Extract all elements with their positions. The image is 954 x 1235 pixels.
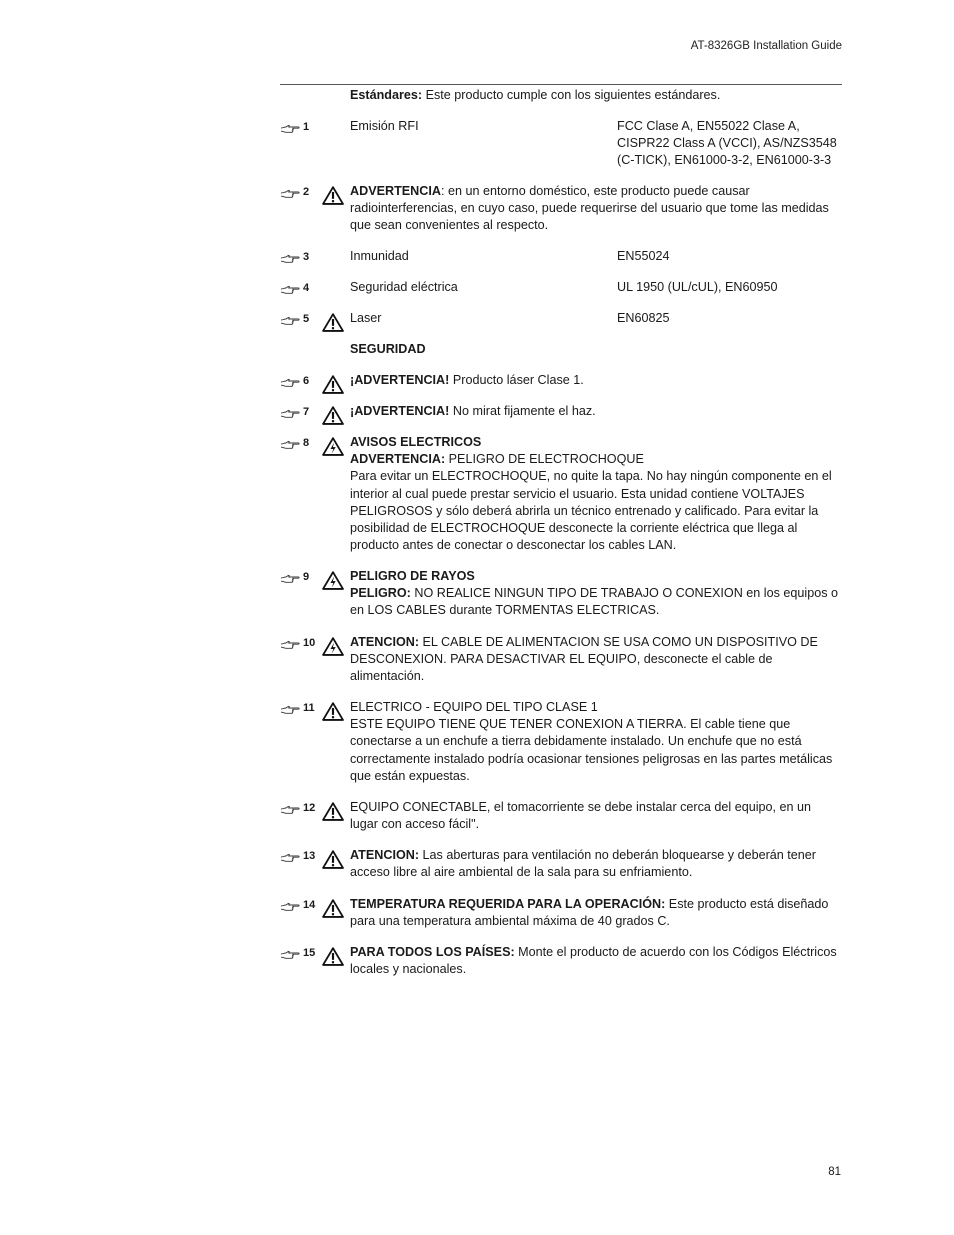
item-marker: [280, 800, 315, 817]
standards-table: [280, 87, 842, 992]
item-marker: [280, 435, 309, 452]
item-text: [350, 372, 842, 389]
pointing-hand-icon: [280, 703, 300, 714]
intro-row: [280, 87, 842, 118]
item-number: 3: [303, 251, 310, 263]
table-row: [280, 183, 842, 248]
item-number: 7: [303, 406, 310, 418]
item-body: No mirat fijamente el haz.: [449, 404, 596, 418]
item-text: [350, 896, 842, 930]
table-row: [280, 799, 842, 847]
table-row: [280, 310, 842, 341]
item-number: 14: [303, 899, 316, 911]
electric-hazard-icon: [322, 437, 344, 456]
table-row: [280, 403, 842, 434]
item-bold: TEMPERATURA REQUERIDA PARA LA OPERACIÓN:: [350, 897, 666, 911]
item-heading: AVISOS ELECTRICOS: [350, 435, 482, 449]
item-bold: ¡ADVERTENCIA!: [350, 373, 450, 387]
item-marker: [280, 897, 315, 914]
item-body: ESTE EQUIPO TIENE QUE TENER CONEXION A TIERRA. El cable tiene que conectarse a un enchufe a tierra debidamente instalado. Un enchufe que no está correctamente instalado podría ocasionar tensiones peligrosas en las partes metálicas que están expuestas.: [350, 717, 833, 783]
item-number: 10: [303, 637, 316, 649]
running-header: AT-8326GB Installation Guide: [690, 40, 842, 52]
pointing-hand-icon: [280, 283, 300, 294]
item-body: NO REALICE NINGUN TIPO DE TRABAJO O CONEXION en los equipos o en LOS CABLES durante TORMENTAS ELECTRICAS.: [350, 586, 839, 618]
item-number: 8: [303, 437, 310, 449]
table-row: [280, 896, 842, 944]
pointing-hand-icon: [280, 314, 300, 325]
section-title: SEGURIDAD: [350, 342, 426, 356]
pointing-hand-icon: [280, 187, 300, 198]
item-number: 4: [303, 282, 310, 294]
warning-triangle-icon: [322, 313, 344, 332]
pointing-hand-icon: [280, 376, 300, 387]
warning-triangle-icon: [322, 802, 344, 821]
table-row: [280, 847, 842, 896]
table-row: [280, 248, 842, 279]
item-marker: [280, 848, 315, 865]
item-bold: ¡ADVERTENCIA!: [350, 404, 450, 418]
item-marker: [280, 635, 315, 652]
item-marker: [280, 249, 309, 266]
electric-hazard-icon: [322, 571, 344, 590]
item-number: 5: [303, 313, 310, 325]
item-body: Para evitar un ELECTROCHOQUE, no quite la tapa. No hay ningún componente en el interior al cual puede prestar servicio el usuario. Esta unidad contiene VOLTAJES PELIGROSOS y sólo deberá abrirla un técnico entrenado y calificado. Para evitar la posibilidad de ELECTROCHOQUE desconecte la corriente eléctrica que llega al producto antes de conectar o desconectar los cables LAN.: [350, 469, 832, 553]
warning-triangle-icon: [322, 406, 344, 425]
table-row: [280, 434, 842, 568]
header-rule: [280, 84, 842, 85]
pointing-hand-icon: [280, 900, 300, 911]
item-bold: ATENCION:: [350, 848, 420, 862]
section-heading-row: [280, 341, 842, 372]
item-text: [350, 403, 842, 420]
item-body: Monte el producto de acuerdo con los Códigos Eléctricos locales y nacionales.: [350, 945, 837, 977]
item-marker: [280, 184, 309, 201]
standard-label: Inmunidad: [350, 249, 409, 263]
intro-sentence: Este producto cumple con los siguientes estándares.: [422, 88, 721, 102]
standard-value: EN55024: [617, 249, 670, 263]
standard-label: Emisión RFI: [350, 119, 419, 133]
item-bold: ADVERTENCIA:: [350, 452, 446, 467]
item-marker: [280, 311, 309, 328]
item-marker: [280, 404, 309, 421]
item-body: : en un entorno doméstico, este producto puede causar radiointerferencias, en cuyo caso, puede requerirse del usuario que tome las medidas que sean convenientes al respecto.: [350, 184, 829, 233]
item-text: EQUIPO CONECTABLE, el tomacorriente se debe instalar cerca del equipo, en un lugar con acceso fácil".: [350, 800, 812, 832]
pointing-hand-icon: [280, 438, 300, 449]
intro-label: Estándares:: [350, 88, 423, 102]
standard-label: Seguridad eléctrica: [350, 280, 458, 294]
table-row: [280, 372, 842, 403]
pointing-hand-icon: [280, 407, 300, 418]
table-row: [280, 118, 842, 183]
item-number: 11: [303, 702, 315, 714]
item-number: 13: [303, 850, 316, 862]
item-body: EL CABLE DE ALIMENTACION SE USA COMO UN DISPOSITIVO DE DESCONEXION. PARA DESACTIVAR EL EQUIPO, desconecte el cable de alimentación.: [350, 635, 818, 684]
item-bold: ATENCION:: [350, 635, 420, 649]
item-bold: PELIGRO:: [350, 586, 411, 601]
item-text: [350, 434, 842, 554]
item-body: Este producto está diseñado para una temperatura ambiental máxima de 40 grados C.: [350, 897, 829, 929]
warning-triangle-icon: [322, 899, 344, 918]
item-subheading: PELIGRO DE ELECTROCHOQUE: [445, 452, 644, 467]
item-text: [350, 568, 842, 620]
pointing-hand-icon: [280, 948, 300, 959]
table-row: [280, 634, 842, 699]
item-bold: ADVERTENCIA: [350, 184, 441, 198]
pointing-hand-icon: [280, 122, 300, 133]
standard-value: UL 1950 (UL/cUL), EN60950: [617, 280, 778, 294]
item-marker: [280, 700, 315, 717]
warning-triangle-icon: [322, 702, 344, 721]
item-marker: [280, 373, 309, 390]
section-heading: [350, 341, 842, 358]
item-text: [350, 183, 842, 235]
warning-triangle-icon: [322, 375, 344, 394]
page-number: 81: [828, 1166, 841, 1178]
standard-value: EN60825: [617, 311, 670, 325]
item-marker: [280, 945, 315, 962]
item-number: 2: [303, 186, 310, 198]
item-marker: [280, 280, 309, 297]
warning-triangle-icon: [322, 947, 344, 966]
intro-text: [350, 87, 842, 104]
warning-triangle-icon: [322, 850, 344, 869]
item-text: [350, 944, 842, 978]
table-row: [280, 568, 842, 634]
standard-value: FCC Clase A, EN55022 Clase A, CISPR22 Class A (VCCI), AS/NZS3548 (C-TICK), EN61000-3-2, EN61000-3-3: [617, 119, 837, 168]
pointing-hand-icon: [280, 572, 300, 583]
pointing-hand-icon: [280, 803, 300, 814]
warning-triangle-icon: [322, 186, 344, 205]
electric-hazard-icon: [322, 637, 344, 656]
item-number: 9: [303, 571, 310, 583]
pointing-hand-icon: [280, 252, 300, 263]
item-body: Las aberturas para ventilación no deberán bloquearse y deberán tener acceso libre al aire ambiental de la sala para su enfriamiento.: [350, 848, 817, 880]
item-text: [350, 699, 842, 785]
pointing-hand-icon: [280, 851, 300, 862]
item-number: 1: [303, 121, 310, 133]
item-heading: ELECTRICO - EQUIPO DEL TIPO CLASE 1: [350, 700, 598, 714]
item-heading: PELIGRO DE RAYOS: [350, 569, 475, 583]
table-row: [280, 699, 842, 799]
item-number: 15: [303, 947, 316, 959]
item-text: [350, 847, 842, 881]
item-bold: PARA TODOS LOS PAÍSES:: [350, 945, 515, 959]
item-marker: [280, 569, 309, 586]
item-number: 6: [303, 375, 310, 387]
item-marker: [280, 119, 309, 136]
item-body: Producto láser Clase 1.: [449, 373, 584, 387]
standard-label: Laser: [350, 311, 382, 325]
table-row: [280, 944, 842, 992]
item-text: [350, 634, 842, 686]
table-row: [280, 279, 842, 310]
pointing-hand-icon: [280, 638, 300, 649]
item-number: 12: [303, 802, 316, 814]
